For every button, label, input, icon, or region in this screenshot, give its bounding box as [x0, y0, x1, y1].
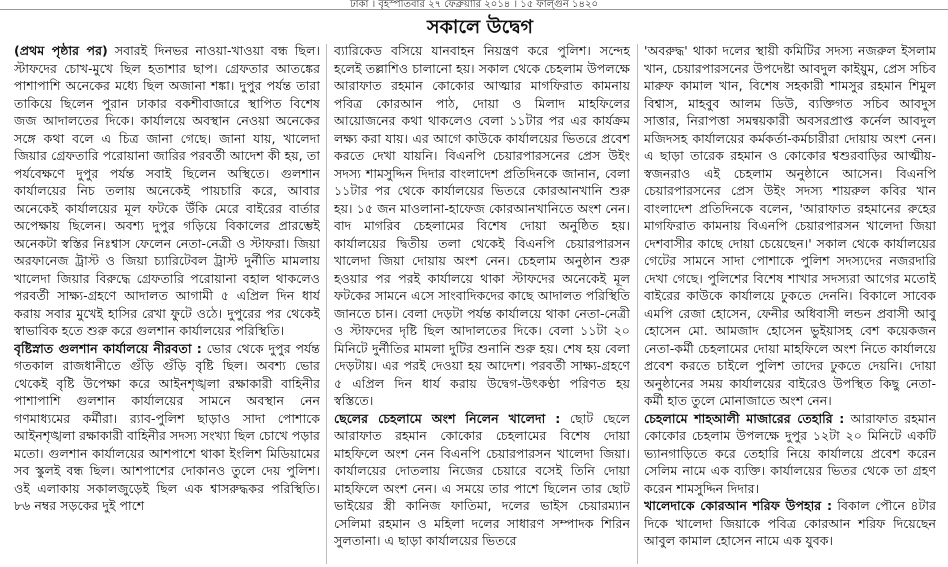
paragraph-text: সবারই দিনভর নাওয়া-খাওয়া বন্ধ ছিল। স্টাফদের চোখ-মুখে ছিল হতাশার ছাপ। গ্রেফতার আতঙ্কের পাশাপাশি অনেকের মধ্যে ছিল অজানা শঙ্কা। দুপুর পর্যন্ত তারা তাকিয়ে ছিলেন পুরান ঢাকার বকশীবাজারে স্থাপিত বিশেষ জজ আদালতের দিকে। কার্যালয়ে অবস্থান নেওয়া অনেকের সঙ্গে কথা বলে এ চিত্র জানা গেছে। জানা যায়, খালেদা জিয়ার গ্রেফতারি পরোয়ানা জারির পরবর্তী আদেশ কী হয়, তা পর্যবেক্ষণে দুপুর পর্যন্ত সবাই ছিলেন অস্থিতে। গুলশান কার্যালয়ের নিচ তলায় অনেকেই পায়চারি করে, আবার অনেকেই কার্যালয়ের মূল ফটকে উঁকি মেরে বাইরের বার্তার অপেক্ষায় ছিলেন। অবশ্য দুপুর গড়িয়ে বিকালের প্রারম্ভেই অনেকটা স্বস্তির নিঃশ্বাস ফেলেন নেতা-নেত্রী ও স্টাফরা। জিয়া অরফানেজ ট্রাস্ট ও জিয়া চ্যারিটেবল ট্রাস্ট দুর্নীতি মামলায় খালেদা জিয়ার বিরুদ্ধে গ্রেফতারি পরোয়ানা বহাল থাকলেও পরবর্তী সাক্ষ্য-গ্রহণে আদালত আগামী ৫ এপ্রিল দিন ধার্য করায় সবার মুখেই হাসির রেখা ফুটে ওঠে। দুপুরের পর থেকেই স্বাভাবিক হতে শুরু করে গুলশান কার্যালয়ের পরিস্থিতি।	[14, 43, 320, 338]
subheading-tehari: চেহলামে শাহআলী মাজারের তেহারি :	[644, 410, 845, 426]
top-divider	[0, 9, 948, 10]
column-divider-2	[637, 44, 638, 564]
paragraph-quran-gift	[644, 497, 936, 550]
paragraph-continuation	[14, 42, 320, 340]
article-column-3	[644, 42, 936, 567]
column-divider-1	[326, 44, 327, 564]
paragraph-text: ছোট ছেলে আরাফাত রহমান কোকোর চেহলামের বিশেষ দোয়া মাহফিলে অংশ নেন বিএনপি চেয়ারপারসন খালেদা জিয়া। কার্যালয়ের দোতলায় নিজের চেয়ারে বসেই তিনি দোয়া মাহফিলে অংশ নেন। এ সময়ে তার পাশে ছিলেন তার ছোট ভাইয়ের স্ত্রী কানিজ ফাতিমা, দলের ভাইস চেয়ারম্যান সেলিমা রহমান ও মহিলা দলের সাধারণ সম্পাদক শিরিন সুলতানা। এ ছাড়া কার্যালয়ের ভিতরে	[334, 410, 630, 548]
masthead-strip: ঢাকা । বৃহস্পতিবার ২৭ ফেব্রুয়ারি ২০১৪ । ১৫ ফাল্গুন ১৪২০	[349, 0, 599, 9]
continuation-marker: (প্রথম পৃষ্ঠার পর)	[14, 43, 108, 58]
subheading-quran-gift: খালেদাকে কোরআন শরিফ উপহার :	[644, 498, 832, 513]
paragraph-tehari	[644, 410, 936, 498]
subheading-khaleda-chehlam: ছেলের চেহলামে অংশ নিলেন খালেদা :	[334, 410, 561, 426]
paragraph-text: বিকাল পৌনে ৪টার দিকে খালেদা জিয়াকে পবিত্র কোরআন শরিফ দিয়েছেন আবুল কামাল হোসেন নামে এক যুবক।	[644, 498, 936, 548]
paragraph-khaleda-chehlam	[334, 410, 630, 550]
article-headline: সকালে উদ্বেগ	[427, 16, 533, 38]
article-column-2	[334, 42, 630, 567]
paragraph-text: আরাফাত রহমান কোকোর চেহলাম উপলক্ষে দুপুর ১২টা ২০ মিনিটে একটি ভ্যানগাড়িতে করে তেহারি নিয়ে কার্যালয়ে প্রবেশ করেন সেলিম নামে এক ব্যক্তি। কার্যালয়ের ভিতর থেকে তা গ্রহণ করেন শামসুদ্দিন দিদার।	[644, 410, 936, 496]
subheading-rain-gulshan: বৃষ্টিস্নাত গুলশান কার্যালয়ে নীরবতা :	[14, 340, 202, 356]
paragraph-text: 'অবরুদ্ধ' থাকা দলের স্থায়ী কমিটির সদস্য নজরুল ইসলাম খান, চেয়ারপারসনের উপদেষ্টা আবদুল কাইয়ুম, প্রেস সচিব মারুফ কামাল খান, বিশেষ সহকারী শামসুর রহমান শিমুল বিশ্বাস, মাহবুব আলম ডিউ, ব্যক্তিগত সচিব আবদুস সাত্তার, নিরাপত্তা সমন্বয়কারী অবসরপ্রাপ্ত কর্নেল আবদুল মজিদসহ কার্যালয়ের কর্মকর্তা-কর্মচারীরা দোয়ায় অংশ নেন। এ ছাড়া তারেক রহমান ও কোকোর শ্বশুরবাড়ির আত্মীয়-স্বজনরাও এই চেহলাম অনুষ্ঠানে আসেন। বিএনপি চেয়ারপারসনের প্রেস উইং সদস্য শায়রুল কবির খান বাংলাদেশ প্রতিদিনকে বলেন, 'আরাফাত রহমানের রুহের মাগফিরাত কামনায় বিএনপি চেয়ারপারসন খালেদা জিয়া দেশবাসীর কাছে দোয়া চেয়েছেন।' সকাল থেকে কার্যালয়ের গেটের সামনে সাদা পোশাকে পুলিশ সদস্যদের নজরদারি দেখা গেছে। পুলিশের বিশেষ শাখার সদস্যরা আগের মতোই বাইরের কাউকে কার্যালয়ে ঢুকতে দেননি। বিকালে সাবেক এমপি রেজা হোসেন, ফেনীর অধিবাসী লন্ডন প্রবাসী আবু হোসেন মো. আমজাদ হোসেন ভুইয়াসহ বেশ কয়েকজন নেতা-কর্মী চেহলামের দোয়া মাহফিলে অংশ নিতে কার্যালয়ে প্রবেশ করতে চাইলে পুলিশ তাদের ঢুকতে দেয়নি। দোয়া অনুষ্ঠানের সময় কার্যালয়ের বাইরেও উপস্থিত কিছু নেতা-কর্মী হাত তুলে মোনাজাতে অংশ নেন।	[644, 43, 936, 408]
paragraph-barricade	[334, 42, 630, 410]
paragraph-rain-gulshan	[14, 340, 320, 515]
paragraph-text: ব্যারিকেড বসিয়ে যানবাহন নিয়ন্ত্রণ করে পুলিশ। সন্দেহ হলেই তল্লাশিও চালানো হয়। সকাল থেকে চেহলাম উপলক্ষে আরাফাত রহমান কোকোর আত্মার মাগফিরাত কামনায় পবিত্র কোরআন পাঠ, দোয়া ও মিলাদ মাহফিলের আয়োজনের কথা থাকলেও বেলা ১১টার পর এর কার্যক্রম লক্ষ্য করা যায়। এর আগে কাউকে কার্যালয়ের ভিতরে প্রবেশ করতে দেখা যায়নি। বিএনপি চেয়ারপারসনের প্রেস উইং সদস্য শামসুদ্দিন দিদার বাংলাদেশ প্রতিদিনকে জানান, বেলা ১১টার পর থেকে কার্যালয়ের ভিতরে কোরআনখানি শুরু হয়। ১৫ জন মাওলানা-হাফেজ কোরআনখানিতে অংশ নেন। বাদ মাগরিব চেহলামের বিশেষ দোয়া অনুষ্ঠিত হয়। কার্যালয়ের দ্বিতীয় তলা থেকেই বিএনপি চেয়ারপারসন খালেদা জিয়া দোয়ায় অংশ নেন। চেহলাম অনুষ্ঠান শুরু হওয়ার পর পরই কার্যালয়ে থাকা স্টাফদের অনেকেই মূল ফটকের সামনে এসে সাংবাদিকদের কাছে আদালত পরিস্থিতি জানতে চান। বেলা দেড়টা পর্যন্ত কার্যালয়ে থাকা নেতা-নেত্রী ও স্টাফদের দৃষ্টি ছিল আদালতের দিকে। বেলা ১১টা ২০ মিনিটে দুর্নীতির মামলা দুটির শুনানি শুরু হয়। শেষ হয় বেলা দেড়টায়। এর পরই দেওয়া হয় আদেশ। পরবর্তী সাক্ষ্য-গ্রহণে ৫ এপ্রিল দিন ধার্য করায় উদ্বেগ-উৎকণ্ঠা পরিণত হয় স্বস্তিতে।	[334, 43, 630, 408]
article-column-1	[14, 42, 320, 567]
paragraph-attendees	[644, 42, 936, 410]
paragraph-text: ভোর থেকে দুপুর পর্যন্ত গতকাল রাজধানীতে গুঁড়ি গুঁড়ি বৃষ্টি ছিল। অবশ্য ভোর থেকেই বৃষ্টি উপেক্ষা করে আইনশৃঙ্খলা রক্ষাকারী বাহিনীর পাশাপাশি গুলশান কার্যালয়ের সামনে অবস্থান নেন গণমাধ্যমের কর্মীরা। র‌্যাব-পুলিশ ছাড়াও সাদা পোশাকে আইনশৃঙ্খলা রক্ষাকারী বাহিনীর সদস্য সংখ্যা ছিল চোখে পড়ার মতো। গুলশান কার্যালয়ের আশপাশে থাকা ইংলিশ মিডিয়ামের সব স্কুলই বন্ধ ছিল। আশপাশের দোকানও তুলে দেয় পুলিশ। ওই এলাকায় সকালজুড়েই ছিল এক শ্বাসরুদ্ধকর পরিস্থিতি। ৮৬ নম্বর সড়কের দুই পাশে	[14, 340, 320, 513]
